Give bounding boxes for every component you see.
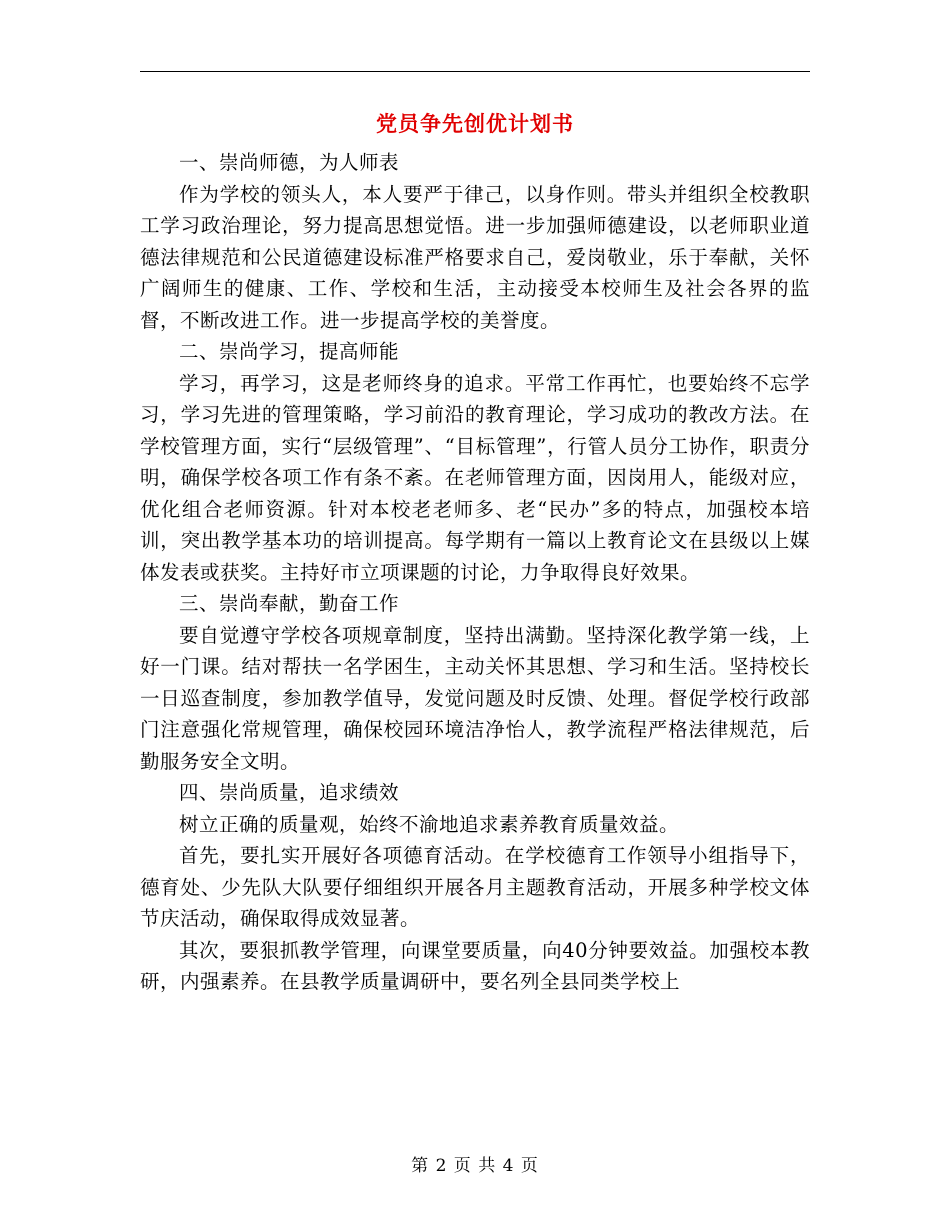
paragraph: 首先，要扎实开展好各项德育活动。在学校德育工作领导小组指导下，德育处、少先队大队要仔细组织开展各月主题教育活动，开展多种学校文体节庆活动，确保取得成效显著。: [140, 844, 810, 930]
section-heading-4: 四、崇尚质量，追求绩效: [179, 781, 400, 804]
paragraph: 学习，再学习，这是老师终身的追求。平常工作再忙，也要始终不忘学习，学习先进的管理策略，学习前沿的教育理论，学习成功的教改方法。在学校管理方面，实行“层级管理”、“目标管理”，行管人员分工协作，职责分明，确保学校各项工作有条不紊。在老师管理方面，因岗用人，能级对应，优化组合老师资源。针对本校老老师多、老“民办”多的特点，加强校本培训，突出教学基本功的培训提高。每学期有一篇以上教育论文在县级以上媒体发表或获奖。主持好市立项课题的讨论，力争取得良好效果。: [140, 371, 810, 584]
section-heading-1: 一、崇尚师德，为人师表: [179, 151, 400, 174]
header-rule: [140, 71, 810, 72]
paragraph: 作为学校的领头人，本人要严于律己，以身作则。带头并组织全校教职工学习政治理论，努力提高思想觉悟。进一步加强师德建设，以老师职业道德法律规范和公民道德建设标准严格要求自己，爱岗敬业，乐于奉献，关怀广阔师生的健康、工作、学校和生活，主动接受本校师生及社会各界的监督，不断改进工作。进一步提高学校的美誉度。: [140, 182, 810, 332]
paragraph: 树立正确的质量观，始终不渝地追求素养教育质量效益。: [179, 812, 680, 836]
paragraph: 要自觉遵守学校各项规章制度，坚持出满勤。坚持深化教学第一线，上好一门课。结对帮扶一名学困生，主动关怀其思想、学习和生活。坚持校长一日巡查制度，参加教学值导，发觉问题及时反馈、处理。督促学校行政部门注意强化常规管理，确保校园环境洁净怡人，教学流程严格法律规范，后勤服务安全文明。: [140, 623, 810, 773]
section-heading-2: 二、崇尚学习，提高师能: [179, 340, 400, 363]
page-number: 第 2 页 共 4 页: [411, 1156, 539, 1176]
paragraph: 其次，要狠抓教学管理，向课堂要质量，向40分钟要效益。加强校本教研，内强素养。在县教学质量调研中，要名列全县同类学校上: [140, 938, 810, 993]
section-heading-3: 三、崇尚奉献，勤奋工作: [179, 592, 400, 615]
document-title: 党员争先创优计划书: [376, 111, 574, 136]
document-body: [140, 147, 810, 998]
